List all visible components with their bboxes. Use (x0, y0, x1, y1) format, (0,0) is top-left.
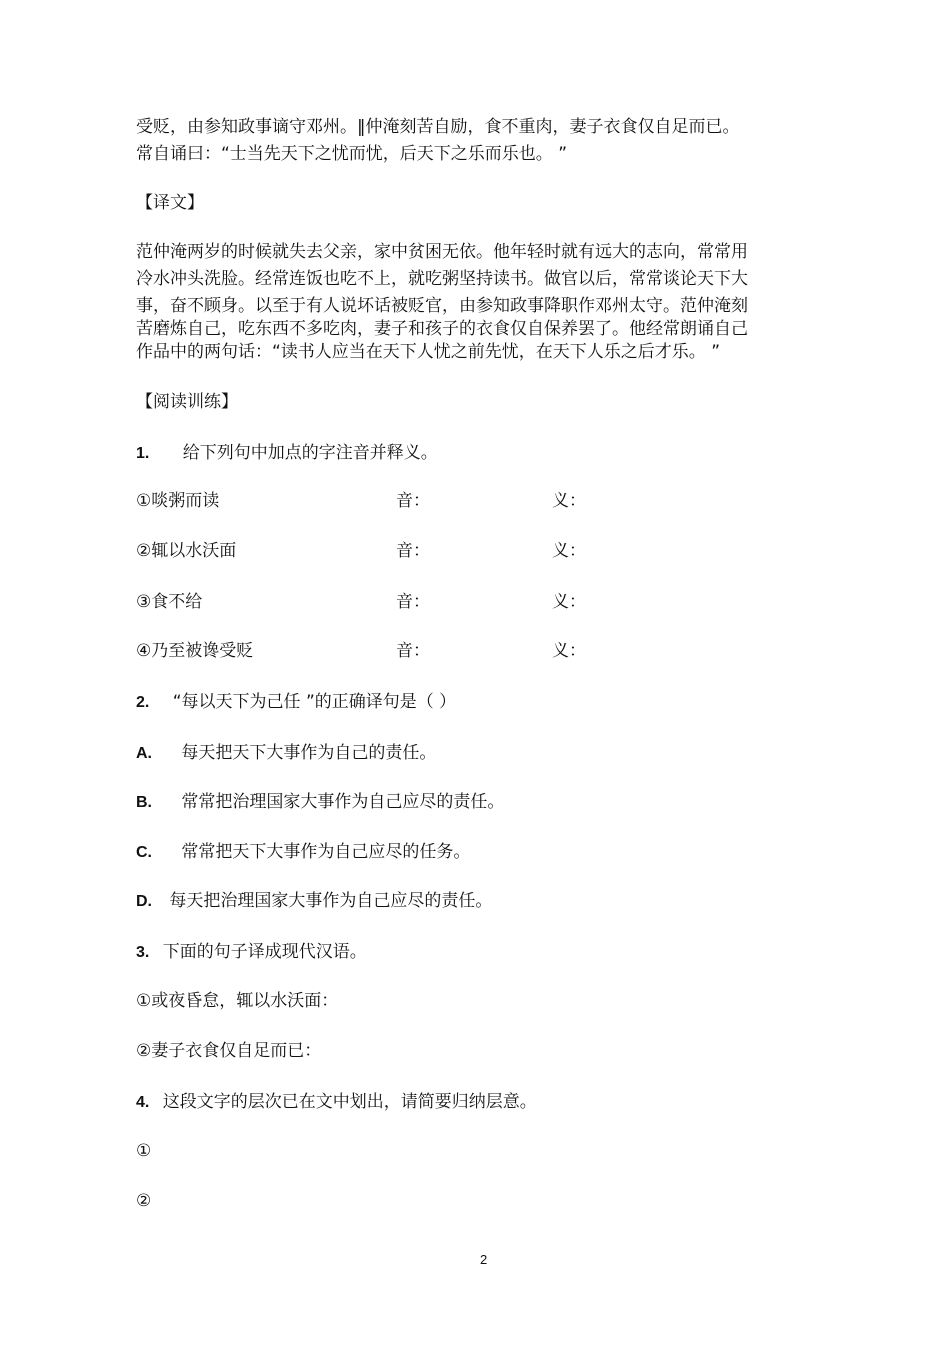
page-number: 2 (480, 1252, 488, 1267)
q2-option-a (136, 742, 436, 765)
option-letter: D. (136, 893, 152, 910)
q2-option-d (136, 890, 492, 913)
option-text: 常常把天下大事作为自己应尽的任务。 (181, 842, 471, 862)
q1-item-yin: 音： (396, 592, 430, 612)
translation-line: 作品中的两句话：“读书人应当在天下人忧之前先忧，在天下人乐之后才乐。 ” (136, 342, 721, 362)
original-text-line-2: 常自诵曰：“士当先天下之忧而忧，后天下之乐而乐也。 ” (136, 144, 568, 164)
question-text: 这段文字的层次已在文中划出，请简要归纳层意。 (162, 1092, 537, 1112)
question-1 (136, 442, 438, 465)
question-text: 下面的句子译成现代汉语。 (162, 942, 367, 962)
question-number: 3. (136, 944, 150, 961)
translation-line: 苦磨炼自己，吃东西不多吃肉，妻子和孩子的衣食仅自保养罢了。他经常朗诵自己 (136, 319, 748, 339)
q1-item-label: ③食不给 (136, 592, 203, 612)
q1-item-label: ④乃至被谗受贬 (136, 641, 254, 661)
option-text: 每天把治理国家大事作为自己应尽的责任。 (169, 891, 493, 911)
question-3 (136, 941, 367, 964)
option-text: 常常把治理国家大事作为自己应尽的责任。 (181, 792, 505, 812)
q2-option-c (136, 841, 470, 864)
original-text-line-1: 受贬，由参知政事谪守邓州。‖仲淹刻苦自励，食不重肉，妻子衣食仅自足而已。 (136, 117, 740, 137)
option-letter: A. (136, 745, 152, 762)
translation-line: 事，奋不顾身。以至于有人说坏话被贬官，由参知政事降职作邓州太守。范仲淹刻 (136, 296, 748, 316)
question-number: 2. (136, 694, 150, 711)
q1-item-yi: 义： (552, 491, 586, 511)
training-heading: 【阅读训练】 (136, 392, 238, 412)
option-letter: C. (136, 844, 152, 861)
question-number: 1. (136, 445, 150, 462)
q4-item: ② (136, 1191, 152, 1211)
translation-heading: 【译文】 (136, 193, 204, 213)
option-text: 每天把天下大事作为自己的责任。 (181, 743, 437, 763)
q3-item: ①或夜昏怠，辄以水沃面： (136, 991, 339, 1011)
translation-line: 范仲淹两岁的时候就失去父亲，家中贫困无依。他年轻时就有远大的志向，常常用 (136, 242, 748, 262)
q1-item-yi: 义： (552, 541, 586, 561)
q1-item-yin: 音： (396, 491, 430, 511)
q1-item-label: ①啖粥而读 (136, 491, 220, 511)
translation-line: 冷水冲头洗脸。经常连饭也吃不上，就吃粥坚持读书。做官以后，常常谈论天下大 (136, 269, 748, 289)
option-letter: B. (136, 794, 152, 811)
q1-item-yin: 音： (396, 541, 430, 561)
question-2 (136, 691, 456, 714)
question-4 (136, 1091, 537, 1114)
question-text: “每以天下为己任 ”的正确译句是（ ） (172, 692, 457, 712)
q1-item-label: ②辄以水沃面 (136, 541, 237, 561)
q1-item-yin: 音： (396, 641, 430, 661)
question-text: 给下列句中加点的字注音并释义。 (182, 443, 438, 463)
q3-item: ②妻子衣食仅自足而已： (136, 1041, 322, 1061)
q1-item-yi: 义： (552, 592, 586, 612)
q1-item-yi: 义： (552, 641, 586, 661)
q2-option-b (136, 791, 504, 814)
q4-item: ① (136, 1141, 152, 1161)
question-number: 4. (136, 1094, 150, 1111)
